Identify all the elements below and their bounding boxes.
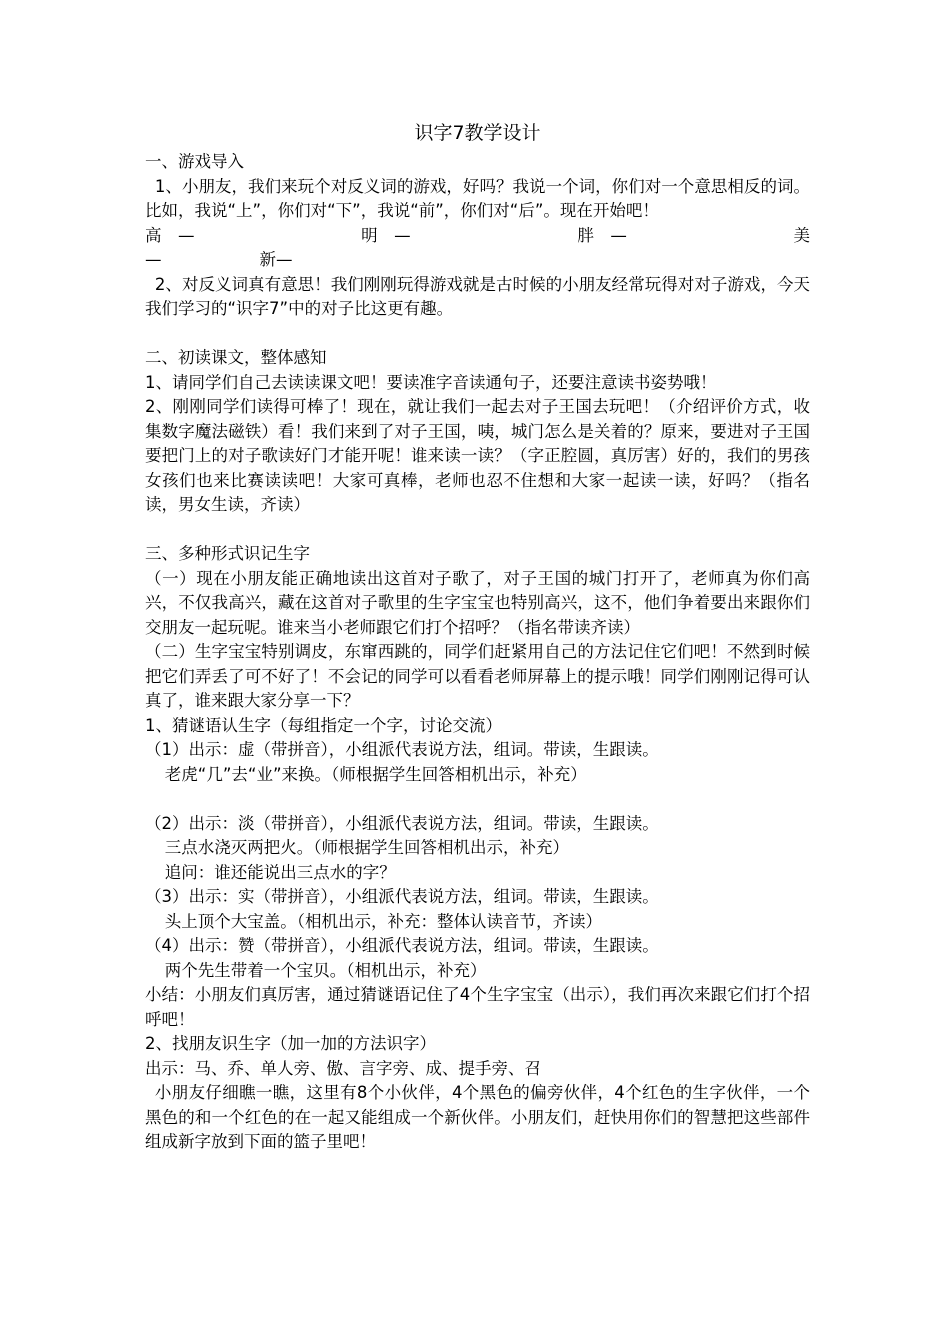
paragraph: （一）现在小朋友能正确地读出这首对子歌了，对子王国的城门打开了，老师真为你们高兴，不仅我高兴，藏在这首对子歌里的生字宝宝也特别高兴，这不，他们争着要出来跟你们交朋友一起玩呢。谁来当小老师跟它们打个招呼？（指名带读齐读） xyxy=(145,568,810,637)
section-3-heading: 三、多种形式识记生字 xyxy=(145,544,310,563)
antonym-pair: — xyxy=(145,250,162,269)
antonym-pairs-row xyxy=(145,224,810,249)
section-2-heading: 二、初读课文，整体感知 xyxy=(145,348,327,367)
paragraph: 2、找朋友识生字（加一加的方法识字） xyxy=(145,1034,436,1053)
paragraph: 2、对反义词真有意思！我们刚刚玩得游戏就是古时候的小朋友经常玩得对对子游戏，今天我们学习的“识字7”中的对子比这更有趣。 xyxy=(145,274,810,318)
paragraph: 三点水浇灭两把火。（师根据学生回答相机出示，补充） xyxy=(164,838,570,857)
paragraph: 1、请同学们自己去读读课文吧！要读准字音读通句子，还要注意读书姿势哦！ xyxy=(145,372,717,392)
paragraph: 小结：小朋友们真厉害，通过猜谜语记住了4个生字宝宝（出示），我们再次来跟它们打个招呼吧！ xyxy=(145,985,810,1029)
section-1-heading: 一、游戏导入 xyxy=(145,152,244,171)
antonym-pair: 新— xyxy=(259,250,293,269)
antonym-pairs-row xyxy=(145,248,810,273)
paragraph: （3）出示：实（带拼音），小组派代表说方法，组词。带读，生跟读。 xyxy=(145,887,659,906)
paragraph: 出示：马、乔、单人旁、傲、言字旁、成、提手旁、召 xyxy=(145,1058,541,1078)
paragraph: （4）出示：赞（带拼音），小组派代表说方法，组词。带读，生跟读。 xyxy=(145,936,659,955)
document-body xyxy=(145,118,810,1155)
blank-line xyxy=(145,787,810,812)
paragraph: 1、猜谜语认生字（每组指定一个字，讨论交流） xyxy=(145,715,502,735)
paragraph: （1）出示：虚（带拼音），小组派代表说方法，组词。带读，生跟读。 xyxy=(145,740,659,759)
antonym-pair: 明 — xyxy=(361,225,411,245)
document-title: 识字7教学设计 xyxy=(414,122,541,144)
paragraph: （2）出示：淡（带拼音），小组派代表说方法，组词。带读，生跟读。 xyxy=(145,813,659,833)
paragraph: 1、小朋友，我们来玩个对反义词的游戏，好吗？我说一个词，你们对一个意思相反的词。比如，我说“上”，你们对“下”，我说“前”，你们对“后”。现在开始吧！ xyxy=(145,176,810,220)
blank-line xyxy=(145,322,810,347)
paragraph: 老虎“几”去“业”来换。（师根据学生回答相机出示，补充） xyxy=(164,764,587,784)
antonym-pair: 胖 — xyxy=(577,225,627,245)
antonym-pair: 美 xyxy=(793,225,810,245)
paragraph: （二）生字宝宝特别调皮，东窜西跳的，同学们赶紧用自己的方法记住它们吧！不然到时候把它们弄丢了可不好了！不会记的同学可以看看老师屏幕上的提示哦！同学们刚刚记得可认真了，谁来跟大家分享一下？ xyxy=(145,642,810,710)
paragraph: 追问：谁还能说出三点水的字？ xyxy=(164,862,396,882)
paragraph: 2、刚刚同学们读得可棒了！现在，就让我们一起去对子王国去玩吧！（介绍评价方式，收集数字魔法磁铁）看！我们来到了对子王国，咦，城门怎么是关着的？原来，要进对子王国要把门上的对子歌读好门才能开呢！谁来读一读？（字正腔圆，真厉害）好的，我们的男孩女孩们也来比赛读读吧！大家可真棒，老师也忍不住想和大家一起读一读，好吗？（指名读，男女生读，齐读） xyxy=(145,397,810,514)
paragraph: 两个先生带着一个宝贝。（相机出示，补充） xyxy=(164,960,487,980)
antonym-pair: 高 — xyxy=(145,225,195,245)
blank-line xyxy=(145,518,810,543)
paragraph: 头上顶个大宝盖。（相机出示，补充：整体认读音节，齐读） xyxy=(164,911,603,931)
paragraph: 小朋友仔细瞧一瞧，这里有8个小伙伴，4个黑色的偏旁伙伴，4个红色的生字伙伴，一个黑色的和一个红色的在一起又能组成一个新伙伴。小朋友们，赶快用你们的智慧把这些部件组成新字放到下面的篮子里吧！ xyxy=(145,1083,810,1151)
